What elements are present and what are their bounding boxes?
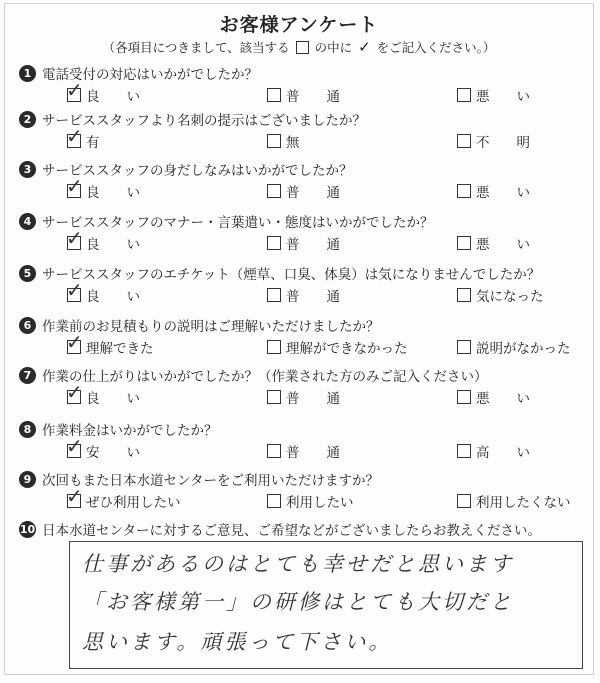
- page-title: お客様アンケート: [219, 14, 379, 36]
- question-8: [19, 418, 589, 462]
- option-1[interactable]: [66, 174, 140, 202]
- option-3[interactable]: [457, 84, 530, 106]
- checkbox[interactable]: [267, 288, 281, 302]
- checkbox-checked[interactable]: [66, 330, 83, 354]
- checkmark-icon: ✓: [66, 124, 83, 148]
- option-3[interactable]: [457, 336, 571, 358]
- option-3[interactable]: [457, 130, 530, 152]
- option-label: 利用したい: [286, 495, 354, 511]
- option-2[interactable]: [267, 440, 340, 462]
- checkbox-checked[interactable]: [66, 380, 83, 404]
- option-label: 安 い: [86, 445, 140, 461]
- question-7: [19, 364, 589, 408]
- instructions-text-2: の中に: [314, 40, 353, 55]
- option-3[interactable]: [457, 180, 530, 202]
- question-text: 日本水道センターに対するご意見、ご希望などがございましたらお教えください。: [42, 523, 541, 539]
- question-number-badge: 7: [19, 367, 36, 384]
- handwritten-comment-line-3: 思います。頑張って下さい。: [82, 630, 393, 654]
- checkbox[interactable]: [267, 340, 281, 354]
- option-label: ぜひ利用したい: [86, 495, 181, 511]
- checkbox-sample-icon: [296, 41, 309, 54]
- checkbox-checked[interactable]: [66, 124, 83, 148]
- checkbox[interactable]: [267, 444, 281, 458]
- question-number-badge: 6: [19, 317, 36, 334]
- checkmark-icon: ✓: [66, 78, 83, 102]
- question-5: [19, 262, 589, 306]
- option-label: 悪 い: [476, 391, 530, 407]
- option-3[interactable]: [457, 284, 544, 306]
- question-number-badge: 4: [19, 213, 36, 230]
- question-text: 作業料金はいかがでしたか？: [42, 423, 218, 439]
- question-text: サービススタッフのマナー・言葉遣い・態度はいかがでしたか？: [42, 215, 434, 231]
- checkbox[interactable]: [267, 88, 281, 102]
- checkbox[interactable]: [267, 494, 281, 508]
- option-label: 普 通: [286, 89, 340, 105]
- checkbox[interactable]: [457, 340, 471, 354]
- option-label: 気になった: [476, 289, 544, 305]
- option-3[interactable]: [457, 490, 571, 512]
- question-text: 作業の仕上がりはいかがでしたか？（作業された方のみご記入ください）: [42, 369, 488, 385]
- option-label: 説明がなかった: [476, 341, 571, 357]
- option-1[interactable]: [66, 226, 140, 254]
- option-label: 良 い: [86, 185, 140, 201]
- checkbox[interactable]: [457, 134, 471, 148]
- checkmark-icon: ✓: [66, 380, 83, 404]
- checkmark-icon: ✓: [66, 278, 83, 302]
- checkbox[interactable]: [457, 444, 471, 458]
- checkbox[interactable]: [267, 390, 281, 404]
- checkbox[interactable]: [457, 236, 471, 250]
- question-number-badge: 10: [19, 522, 36, 536]
- checkmark-icon: ✓: [66, 434, 83, 458]
- question-number-badge: 1: [19, 65, 36, 82]
- option-label: 有: [86, 135, 100, 151]
- option-label: 良 い: [86, 289, 140, 305]
- question-6: [19, 314, 589, 358]
- option-1[interactable]: [66, 124, 100, 152]
- option-1[interactable]: [66, 278, 140, 306]
- option-label: 悪 い: [476, 237, 530, 253]
- question-text: 作業前のお見積もりの説明はご理解いただけましたか？: [42, 319, 380, 335]
- checkmark-icon: ✓: [66, 484, 83, 508]
- option-1[interactable]: [66, 330, 154, 358]
- option-label: 普 通: [286, 445, 340, 461]
- question-number-badge: 2: [19, 111, 36, 128]
- checkmark-icon: ✓: [66, 226, 83, 250]
- option-2[interactable]: [267, 84, 340, 106]
- question-text: サービススタッフの身だしなみはいかがでしたか？: [42, 163, 353, 179]
- option-2[interactable]: [267, 386, 340, 408]
- option-label: 良 い: [86, 237, 140, 253]
- option-3[interactable]: [457, 386, 530, 408]
- option-3[interactable]: [457, 440, 530, 462]
- option-label: 普 通: [286, 237, 340, 253]
- question-3: [19, 158, 589, 202]
- question-number-badge: 5: [19, 265, 36, 282]
- handwritten-comment-line-2: 「お客様第一」の研修はとても大切だと: [82, 590, 514, 614]
- option-1[interactable]: [66, 380, 140, 408]
- checkbox-checked[interactable]: [66, 226, 83, 250]
- handwritten-comment-line-1: 仕事があるのはとても幸せだと思います: [82, 552, 514, 576]
- survey-sheet: [4, 3, 594, 675]
- question-number-badge: 8: [19, 421, 36, 438]
- question-text: 電話受付の対応はいかがでしたか？: [42, 67, 258, 83]
- option-label: 利用したくない: [476, 495, 571, 511]
- option-2[interactable]: [267, 130, 300, 152]
- option-1[interactable]: [66, 434, 140, 462]
- question-number-badge: 3: [19, 161, 36, 178]
- option-2[interactable]: [267, 284, 340, 306]
- checkbox[interactable]: [457, 288, 471, 302]
- option-label: 普 通: [286, 185, 340, 201]
- checkmark-icon: ✓: [66, 330, 83, 354]
- question-text: サービススタッフより名刺の提示はございましたか？: [42, 113, 366, 129]
- checkbox[interactable]: [457, 88, 471, 102]
- checkbox[interactable]: [267, 236, 281, 250]
- question-2: [19, 108, 589, 152]
- question-4: [19, 210, 589, 254]
- option-label: 不 明: [476, 135, 530, 151]
- checkbox-checked[interactable]: [66, 78, 83, 102]
- checkbox[interactable]: [267, 134, 281, 148]
- question-1: [19, 62, 589, 106]
- checkbox-checked[interactable]: [66, 484, 83, 508]
- option-2[interactable]: [267, 232, 340, 254]
- checkbox[interactable]: [457, 184, 471, 198]
- question-number-badge: 9: [19, 471, 36, 488]
- option-label: 良 い: [86, 89, 140, 105]
- option-label: 高 い: [476, 445, 530, 461]
- option-label: 理解できた: [86, 341, 154, 357]
- instructions-text-1: （各項目につきまして、該当する: [102, 40, 290, 55]
- checkmark-icon: ✓: [66, 174, 83, 198]
- checkbox-checked[interactable]: [66, 278, 83, 302]
- option-1[interactable]: [66, 78, 140, 106]
- option-2[interactable]: [267, 336, 408, 358]
- option-3[interactable]: [457, 232, 530, 254]
- instructions: [5, 38, 593, 56]
- question-text: 次回もまた日本水道センターをご利用いただけますか？: [42, 473, 379, 489]
- checkbox-checked[interactable]: [66, 434, 83, 458]
- comment-box[interactable]: [69, 541, 583, 669]
- checkbox[interactable]: [457, 390, 471, 404]
- option-label: 悪 い: [476, 185, 530, 201]
- option-label: 普 通: [286, 289, 340, 305]
- checkbox[interactable]: [457, 494, 471, 508]
- checkmark-sample-icon: ✓: [358, 38, 371, 56]
- checkbox[interactable]: [267, 184, 281, 198]
- option-2[interactable]: [267, 490, 354, 512]
- instructions-text-3: をご記入ください。）: [376, 40, 496, 55]
- option-label: 普 通: [286, 391, 340, 407]
- question-text: サービススタッフのエチケット（煙草、口臭、体臭）は気になりませんでしたか？: [42, 267, 541, 283]
- option-label: 悪 い: [476, 89, 530, 105]
- option-label: 理解ができなかった: [286, 341, 408, 357]
- question-9: [19, 468, 589, 512]
- option-1[interactable]: [66, 484, 181, 512]
- option-label: 無: [286, 135, 300, 151]
- checkbox-checked[interactable]: [66, 174, 83, 198]
- question-10: [19, 518, 589, 540]
- option-2[interactable]: [267, 180, 340, 202]
- option-label: 良 い: [86, 391, 140, 407]
